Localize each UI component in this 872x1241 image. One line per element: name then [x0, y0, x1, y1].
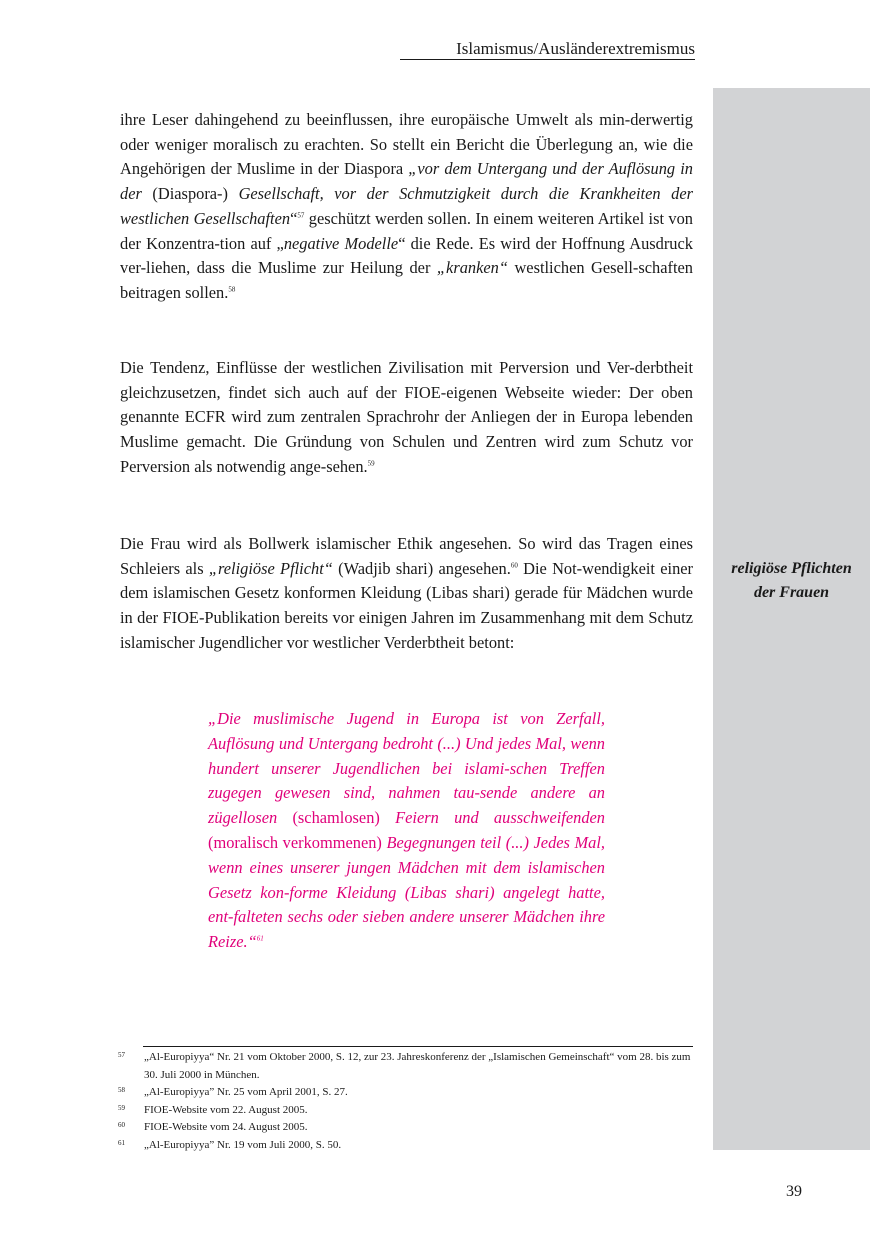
footnote-61 — [118, 1137, 698, 1155]
footnote-number: 60 — [118, 1121, 125, 1129]
footnote-ref-60: 60 — [510, 561, 518, 570]
footnote-number: 57 — [118, 1051, 125, 1059]
quote-part-3: Begegnungen teil (...) Jedes Mal, wenn eines unserer jungen Mädchen mit dem islamischen Gesetz kon-forme Kleidung (Libas shari) angelegt hatte, ent-falteten sechs oder sieben andere unserer Mädchen ihre Reize.“ — [208, 832, 605, 952]
p1-quote-4: „kranken“ — [436, 258, 508, 278]
p3-quote-1: „religiöse Pflicht“ — [208, 558, 333, 578]
footnote-ref-61: 61 — [256, 934, 264, 943]
footnote-number: 61 — [118, 1138, 125, 1147]
p3-text-3: Die Not-wendigkeit einer dem islamischen Gesetz konformen Kleidung (Libas shari) gerade für Mädchen wurde in der FIOE-Publikation bereits vor einigen Jahren im Zusammenhang mit dem Schutz islamischer Jugendlicher vor westlicher Verderbtheit betont: — [120, 558, 694, 652]
footnote-60 — [118, 1119, 698, 1137]
footnote-number: 58 — [118, 1086, 125, 1094]
p1-text-5: westlichen Gesell-schaften beitragen sollen. — [120, 258, 693, 302]
sidebar-label-line1: religiöse Pflichten — [731, 560, 852, 577]
footnote-text: FIOE-Website vom 22. August 2005. — [144, 1103, 308, 1116]
quote-gloss-1: (schamlosen) — [277, 808, 396, 828]
footnote-text: „Al-Europiyya” Nr. 25 vom April 2001, S. 27. — [144, 1086, 348, 1098]
footnote-number: 59 — [118, 1103, 125, 1112]
p3-text-1: Die Frau wird als Bollwerk islamischer Ethik angesehen. So wird das Tragen eines Schleiers als — [120, 534, 693, 578]
sidebar-label-line2: der Frauen — [753, 584, 830, 601]
footnote-text: „Al-Europiyya” Nr. 19 vom Juli 2000, S. 50. — [144, 1138, 342, 1151]
footnote-59 — [118, 1102, 698, 1120]
paragraph-2 — [120, 356, 693, 480]
footnotes — [118, 1049, 698, 1154]
footnote-rule — [143, 1046, 693, 1047]
footnote-ref-59: 59 — [367, 459, 375, 468]
p2-text: Die Tendenz, Einflüsse der westlichen Zivilisation mit Perversion und Ver-derbtheit gleichzusetzen, findet sich auch auf der FIOE-eigenen Webseite wieder: Der oben genannte ECFR wird zum zentralen Sprachrohr der Anliegen der in Europa lebenden Muslime gemacht. Die Gründung von Schulen und Zentren wird zum Schutz vor Perversion als notwendig ange-sehen. — [120, 358, 693, 476]
p1-text-4: “ die Rede. Es wird der Hoffnung Ausdruck ver-liehen, dass die Muslime zur Heilung der — [120, 233, 693, 278]
quote-gloss-2: (moralisch verkommenen) — [208, 832, 387, 852]
p1-text-1: ihre Leser dahingehend zu beeinflussen, ihre europäische Umwelt als min-derwertig oder weniger moralisch zu erachten. So stellt ein Bericht die Überlegung an, wie die Angehörigen der Muslime in der Diaspora — [120, 110, 693, 179]
footnote-ref-58: 58 — [228, 285, 236, 294]
footnote-58 — [118, 1084, 698, 1102]
p1-quote-2-close: “ — [290, 208, 298, 228]
running-header: Islamismus/Ausländerextremismus — [456, 39, 695, 58]
block-quote — [208, 707, 605, 955]
sidebar-label — [713, 557, 870, 605]
paragraph-1 — [120, 108, 693, 306]
header-rule — [400, 59, 695, 60]
p1-quote-3: negative Modelle — [283, 233, 399, 253]
quote-part-1: „Die muslimische Jugend in Europa ist von Zerfall, Auflösung und Untergang bedroht (...) Und jedes Mal, wenn hundert unserer Jugendlichen bei islami-schen Treffen zugegen gewesen sind, nahmen tau-sende andere an zügellosen — [208, 709, 605, 828]
paragraph-3 — [120, 532, 693, 656]
footnote-text: FIOE-Website vom 24. August 2005. — [144, 1121, 308, 1133]
p1-text-3: geschützt werden sollen. In einem weiteren Artikel ist von der Konzentra-tion auf „ — [120, 208, 693, 253]
footnote-text: „Al-Europiyya“ Nr. 21 vom Oktober 2000, S. 12, zur 23. Jahreskonferenz der „Islamischen Gemeinschaft“ vom 28. bis zum 30. Juli 2000 in München. — [144, 1051, 691, 1081]
p1-quote-2: Gesellschaft, vor der Schmutzigkeit durch die Krankheiten der westlichen Gesellschaften — [120, 184, 693, 228]
quote-part-2: Feiern und ausschweifenden — [395, 808, 605, 828]
page-number: 39 — [786, 1183, 802, 1200]
footnote-57 — [118, 1049, 698, 1084]
p3-text-2: (Wadjib shari) angesehen. — [332, 558, 511, 578]
margin-sidebar — [713, 88, 870, 1150]
p1-text-2: (Diaspora-) — [141, 184, 239, 204]
p1-quote-1: „vor dem Untergang und der Auflösung in der — [120, 159, 693, 204]
footnote-ref-57: 57 — [297, 211, 305, 220]
